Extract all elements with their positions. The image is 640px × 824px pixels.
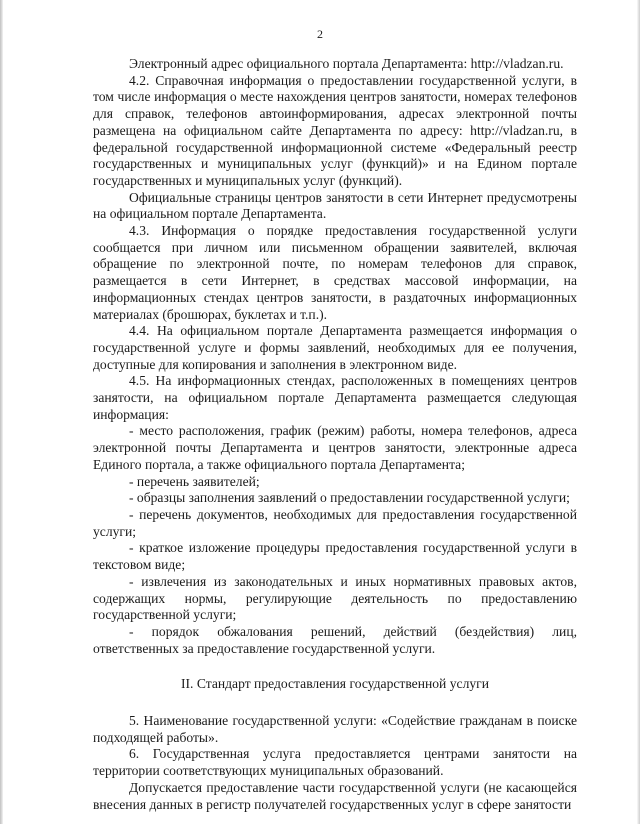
list-item: - место расположения, график (режим) работы, номера телефонов, адреса электронной почты Департамента и центров занятости, электронные адреса Единого портала, а также официального портала Департамента;: [93, 423, 577, 472]
paragraph-4-3: 4.3. Информация о порядке предоставления государственной услуги сообщается при личном или письменном обращении заявителей, включая обращение по электронной почте, по номерам телефонов для справок, размещается в сети Интернет, в средствах массовой информации, на информационных стендах центров занятости, в раздаточных информационных материалах (брошюрах, буклетах и т.п.).: [93, 223, 577, 322]
list-item: - порядок обжалования решений, действий (бездействия) лиц, ответственных за предоставление государственной услуги.: [93, 623, 577, 656]
list-item: - перечень заявителей;: [129, 473, 260, 489]
paragraph-partial-service: Допускается предоставление части государственной услуги (не касающейся внесения данных в регистр получателей государственных услуг в сфере занятости: [93, 779, 577, 812]
paragraph-5: 5. Наименование государственной услуги: «Содействие гражданам в поиске подходящей работы».: [93, 713, 577, 745]
section-title: II. Стандарт предоставления государственной услуги: [180, 676, 489, 692]
list-item: - образцы заполнения заявлений о предоставлении государственной услуги;: [129, 490, 570, 506]
paragraph-4-5: 4.5. На информационных стендах, расположенных в помещениях центров занятости, на официальном портале Департамента размещается следующая информация:: [93, 373, 577, 422]
paragraph-4-4: 4.4. На официальном портале Департамента размещается информация о государственной услуге и формы заявлений, необходимых для ее получения, доступные для копирования и заполнения в электронном виде.: [93, 323, 577, 372]
page-number: 2: [317, 27, 323, 41]
list-item: - извлечения из законодательных и иных нормативных правовых актов, содержащих нормы, регулирующие деятельность по предоставлению государственной услуги;: [93, 573, 577, 623]
scan-edge-left: [0, 0, 3, 824]
document-body: [93, 56, 577, 813]
list-item: - перечень документов, необходимых для предоставления государственной услуги;: [93, 506, 577, 539]
paragraph-4-2: 4.2. Справочная информация о предоставлении государственной услуги, в том числе информация о месте нахождения центров занятости, номерах телефонов для справок, телефонов автоинформирования, адресах электронной почты размещена на официальном сайте Департамента по адресу: http://vladzan.ru, в федеральной государственной информационной системе «Федеральный реестр государственных и муниципальных услуг (функций)» и на Едином портале государственных и муниципальных услуг (функций).: [93, 72, 577, 188]
paragraph-portal-address: Электронный адрес официального портала Департамента: http://vladzan.ru.: [129, 56, 564, 71]
list-item: - краткое изложение процедуры предоставления государственной услуги в текстовом виде;: [93, 540, 577, 573]
paragraph-6: 6. Государственная услуга предоставляется центрами занятости на территории соответствующих муниципальных образований.: [93, 746, 577, 779]
paragraph-official-pages: Официальные страницы центров занятости в сети Интернет предусмотрены на официальном портале Департамента.: [93, 189, 577, 222]
